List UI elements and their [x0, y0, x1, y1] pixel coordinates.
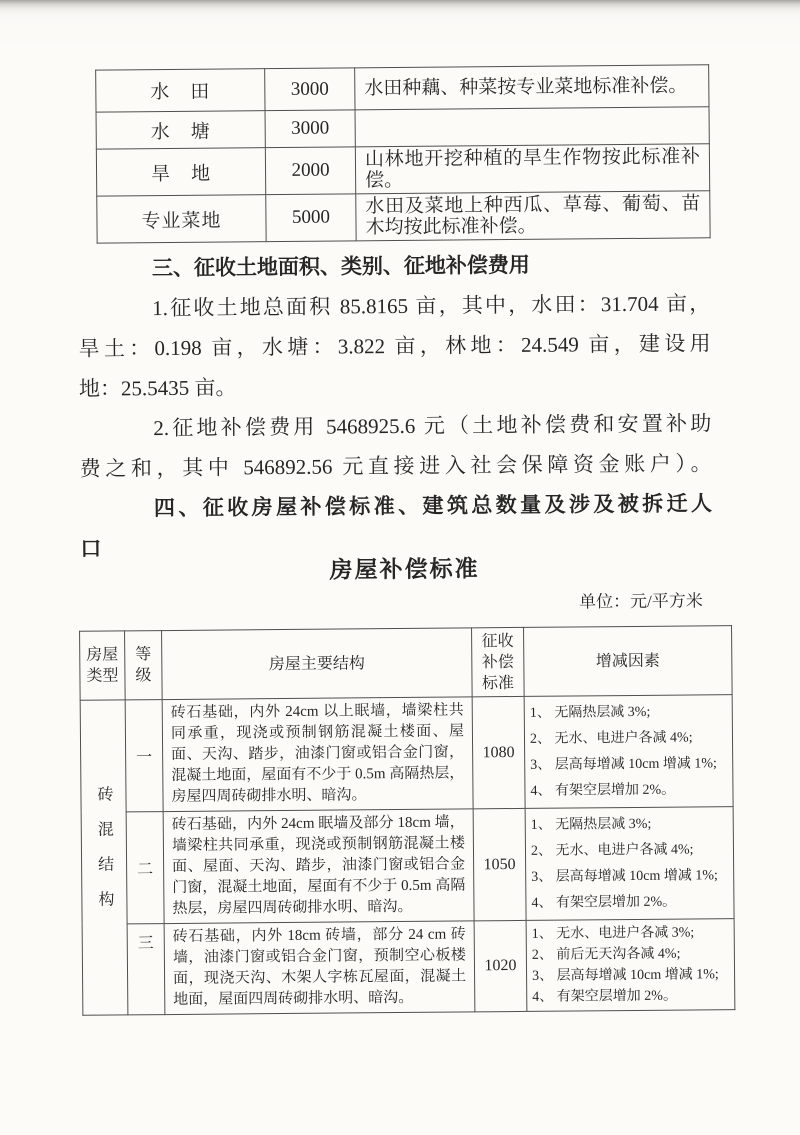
factor-line: 4、 有架空层增加 2%。 [532, 988, 677, 1005]
factor-line: 4、 有架空层增加 2%。 [530, 782, 676, 799]
house-table-title: 房屋补偿标准 [329, 556, 480, 583]
land-note: 水田种藕、种菜按专业菜地标准补偿。 [355, 65, 709, 110]
header-grade: 等级 [125, 631, 163, 700]
paragraph-line: 费之和，其中 546892.56 元直接进入社会保障资金账户）。 [79, 451, 712, 481]
table-header-row [80, 626, 733, 701]
land-type: 旱 地 [96, 148, 265, 196]
factor-line: 4、 有架空层增加 2%。 [531, 894, 677, 911]
unit-label: 单位：元/平方米 [578, 591, 703, 612]
land-note: 水田及菜地上种西瓜、草莓、葡萄、苗木均按此标准补偿。 [356, 191, 710, 241]
header-house-type: 房屋类型 [80, 631, 126, 700]
factor-line: 1、 无隔热层减 3%; [530, 816, 652, 833]
factor-line: 2、 无水、电进户各减 4%; [529, 729, 693, 747]
factor-line: 1、 无隔热层减 3%; [529, 704, 651, 721]
section-heading-4-cont: 口 [80, 536, 102, 561]
header-factors: 增减因素 [524, 626, 733, 697]
grade-cell: 三 [127, 924, 165, 1015]
factors-cell [525, 807, 734, 921]
factor-line: 1、 无水、电进户各减 3%; [531, 925, 695, 942]
grade-cell: 一 [125, 700, 163, 812]
table-row [80, 695, 733, 813]
paragraph-line: 1.征收土地总面积 85.8165 亩，其中，水田：31.704 亩， [152, 291, 711, 321]
standard-cell: 1020 [474, 920, 527, 1011]
land-compensation-table [95, 64, 710, 243]
header-standard: 征收补偿标准 [472, 627, 525, 696]
section-heading-4: 四、征收房屋补偿标准、建筑总数量及涉及被拆迁人 [153, 491, 713, 521]
factors-cell [526, 919, 735, 1012]
table-row [97, 191, 710, 243]
header-structure: 房屋主要结构 [162, 628, 473, 700]
factor-line: 2、 前后无天沟各减 4%; [531, 946, 681, 963]
table-row [96, 144, 709, 196]
structure-cell: 砖石基础，内外 18cm 砖墙，部分 24 cm 砖墙，油漆门窗或铝合金门窗，预制空心板楼面，现浇天沟、木架人字栋瓦屋面，混凝土地面，屋面四周砖砌排水明、暗沟。 [164, 921, 475, 1015]
land-type: 水 田 [96, 69, 265, 112]
standard-cell: 1080 [472, 696, 525, 808]
section-heading-3: 三、征收土地面积、类别、征地补偿费用 [151, 252, 530, 281]
land-amount: 3000 [265, 110, 355, 148]
paragraph-line: 地：25.5435 亩。 [78, 375, 237, 401]
paragraph-line: 2.征地补偿费用 5468925.6 元（土地补偿费和安置补助 [153, 411, 712, 441]
structure-cell: 砖石基础，内外 24cm 以上眠墙，墙梁柱共同承重，现浇或预制钢筋混凝土楼面、屋面、天沟、踏步，油漆门窗或铝合金门窗，混凝土地面，屋面有不少于 0.5m 高隔热层，房屋四周砖砌排水明、暗沟。 [162, 697, 473, 812]
table-row [96, 107, 709, 149]
land-amount: 5000 [266, 194, 356, 242]
paragraph-line: 旱土：0.198 亩，水塘：3.822 亩，林地：24.549 亩，建设用 [78, 331, 711, 361]
factors-cell [524, 695, 733, 809]
land-type: 水 塘 [96, 111, 265, 149]
factor-line: 3、 层高每增减 10cm 增减 1%; [531, 867, 718, 885]
land-amount: 2000 [265, 147, 355, 195]
body-text [78, 243, 713, 569]
table-row [81, 807, 734, 925]
standard-cell: 1050 [473, 808, 526, 920]
factor-line: 3、 层高每增减 10cm 增减 1%; [530, 755, 717, 773]
house-compensation-table [79, 625, 735, 1016]
land-note [355, 107, 709, 147]
table-row [96, 65, 709, 112]
table-row [82, 919, 735, 1016]
factor-line: 3、 层高每增减 10cm 增减 1%; [532, 967, 719, 984]
grade-cell: 二 [126, 812, 164, 924]
land-type: 专业菜地 [97, 195, 266, 243]
land-amount: 3000 [265, 68, 355, 111]
house-type-vertical-label: 砖混结构 [94, 785, 114, 926]
land-note: 山林地开挖种植的旱生作物按此标准补偿。 [355, 144, 709, 194]
factor-line: 2、 无水、电进户各减 4%; [530, 841, 694, 859]
house-type-cell [80, 700, 128, 1015]
structure-cell: 砖石基础，内外 24cm 眠墙及部分 18cm 墙，墙梁柱共同承重，现浇或预制钢筋混凝土楼面、屋面、天沟、踏步，油漆门窗或铝合金门窗，混凝土地面，屋面有不少于 0.5m 高隔热层，房屋四周砖砌排水明、暗沟。 [163, 809, 474, 924]
